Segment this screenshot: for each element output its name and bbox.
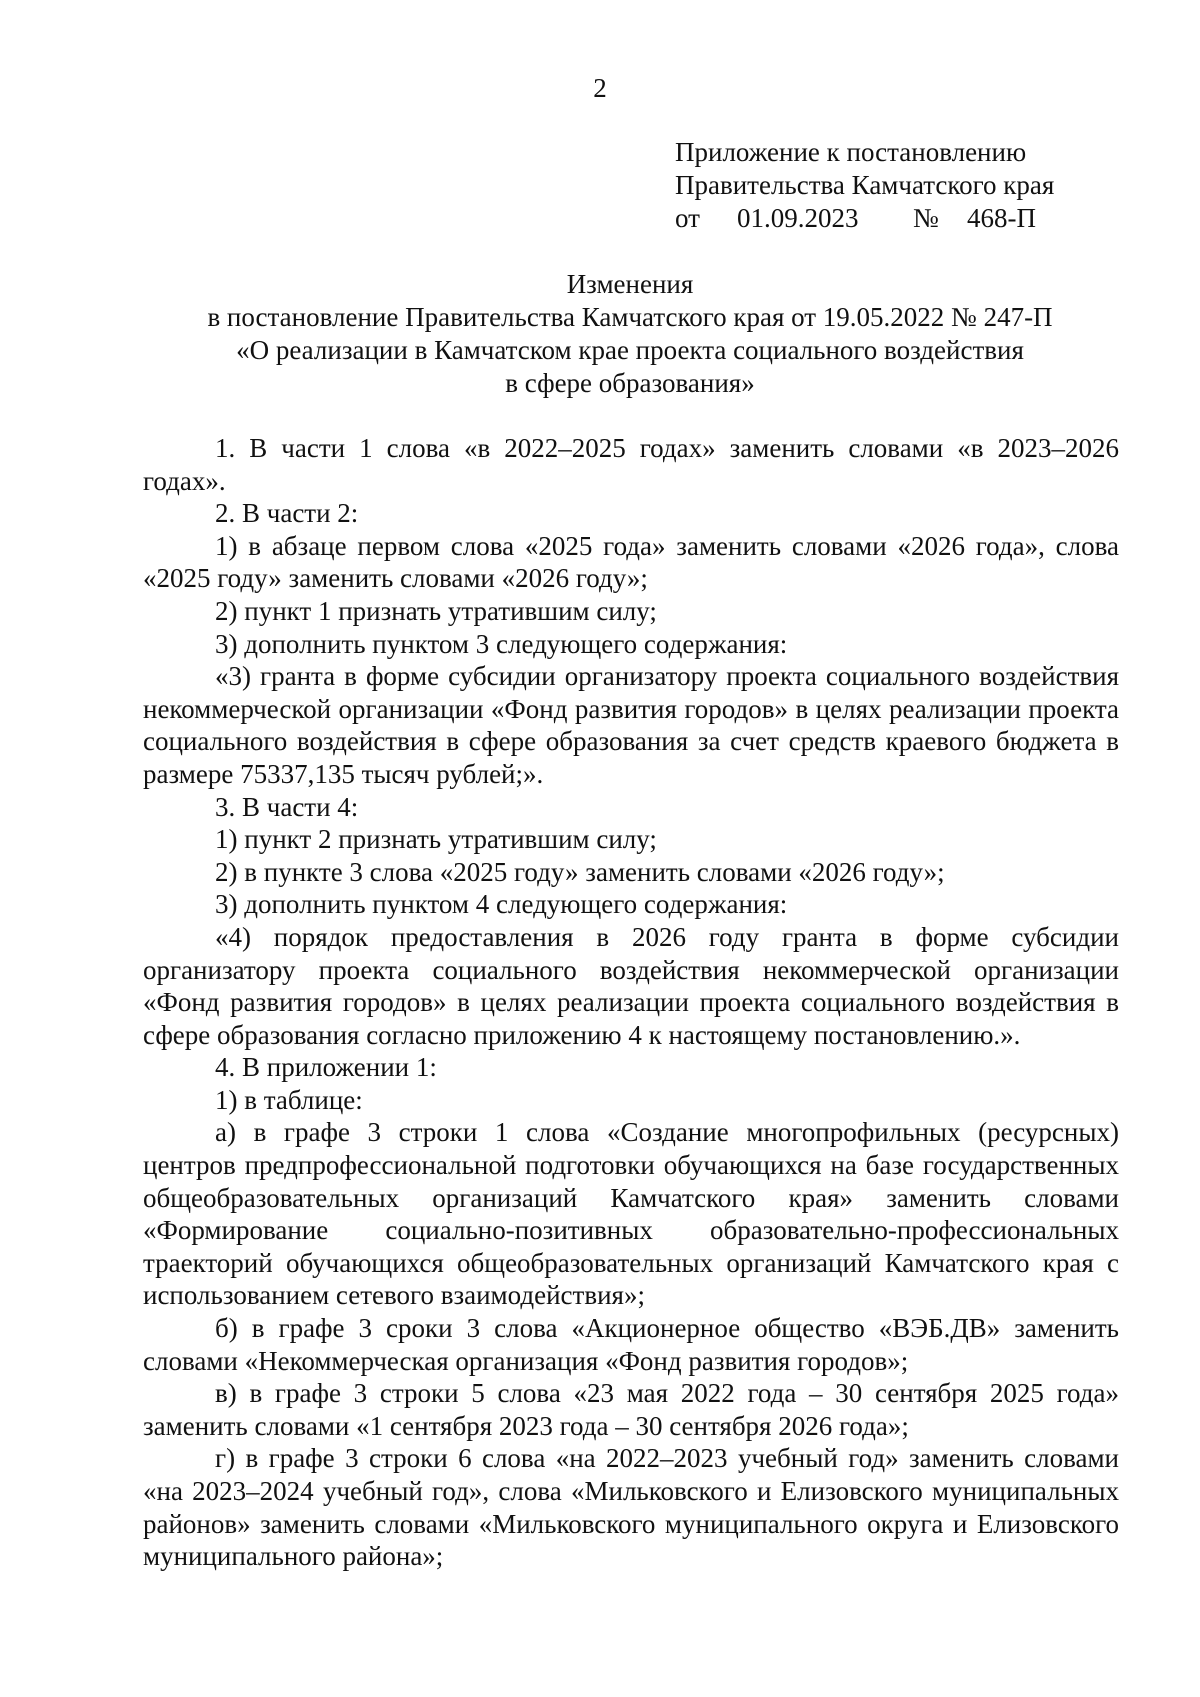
appendix-signature-line (675, 202, 1135, 235)
title-line-3: «О реализации в Камчатском крае проекта социального воздействия (236, 335, 1024, 365)
document-body (143, 432, 1119, 1573)
paragraph: в) в графе 3 строки 5 слова «23 мая 2022 года – 30 сентября 2025 года» заменить словами «1 сентября 2023 года – 30 сентября 2026 года»; (143, 1378, 1119, 1441)
paragraph: 2. В части 2: (215, 498, 359, 529)
paragraph: 1. В части 1 слова «в 2022–2025 годах» заменить словами «в 2023–2026 годах». (143, 433, 1119, 496)
appendix-header (675, 136, 1135, 235)
paragraph: б) в графе 3 сроки 3 слова «Акционерное общество «ВЭБ.ДВ» заменить словами «Некоммерческая организация «Фонд развития городов»; (143, 1313, 1119, 1376)
appendix-date: 01.09.2023 (737, 203, 859, 233)
paragraph: 3) дополнить пунктом 4 следующего содержания: (215, 889, 788, 920)
paragraph: 2) в пункте 3 слова «2025 году» заменить словами «2026 году»; (215, 856, 945, 887)
document-title (0, 268, 1200, 400)
title-line-4: в сфере образования» (505, 368, 755, 398)
paragraph: 1) в абзаце первом слова «2025 года» заменить словами «2026 года», слова «2025 году» заменить словами «2026 году»; (143, 530, 1119, 594)
paragraph: 4. В приложении 1: (215, 1052, 437, 1083)
paragraph: а) в графе 3 строки 1 слова «Создание многопрофильных (ресурсных) центров предпрофессиональной подготовки обучающихся на базе государственных общеобразовательных организаций Камчатского края» заменить словами «Формирование социально-позитивных образовательно-профессиональных траекторий обучающихся общеобразовательных организаций Камчатского края с использованием сетевого взаимодействия»; (143, 1117, 1119, 1311)
appendix-line-2: Правительства Камчатского края (675, 170, 1055, 200)
paragraph: 3. В части 4: (215, 791, 359, 822)
paragraph: 3) дополнить пунктом 3 следующего содержания: (215, 628, 788, 659)
appendix-from-label: от (675, 203, 700, 233)
title-line-2: в постановление Правительства Камчатского края от 19.05.2022 № 247-П (207, 302, 1053, 332)
paragraph: «3) гранта в форме субсидии организатору проекта социального воздействия некоммерческой организации «Фонд развития городов» в целях реализации проекта социального воздействия в сфере образования за счет средств краевого бюджета в размере 75337,135 тысяч рублей;». (143, 661, 1119, 789)
appendix-number: 468-П (967, 203, 1036, 233)
title-line-1: Изменения (566, 269, 694, 299)
paragraph: г) в графе 3 строки 6 слова «на 2022–2023 учебный год» заменить словами «на 2023–2024 учебный год», слова «Мильковского и Елизовского муниципальных районов» заменить словами «Мильковского муниципального округа и Елизовского муниципального района»; (143, 1443, 1119, 1572)
appendix-number-sign: № (913, 203, 939, 233)
paragraph: «4) порядок предоставления в 2026 году гранта в форме субсидии организатору проекта социального воздействия некоммерческой организации «Фонд развития городов» в целях реализации проекта социального воздействия в сфере образования согласно приложению 4 к настоящему постановлению.». (143, 921, 1119, 1050)
paragraph: 1) в таблице: (215, 1084, 363, 1115)
paragraph: 2) пункт 1 признать утратившим силу; (215, 595, 657, 626)
paragraph: 1) пункт 2 признать утратившим силу; (215, 824, 657, 855)
page-number: 2 (593, 73, 607, 103)
appendix-line-1: Приложение к постановлению (675, 137, 1027, 167)
